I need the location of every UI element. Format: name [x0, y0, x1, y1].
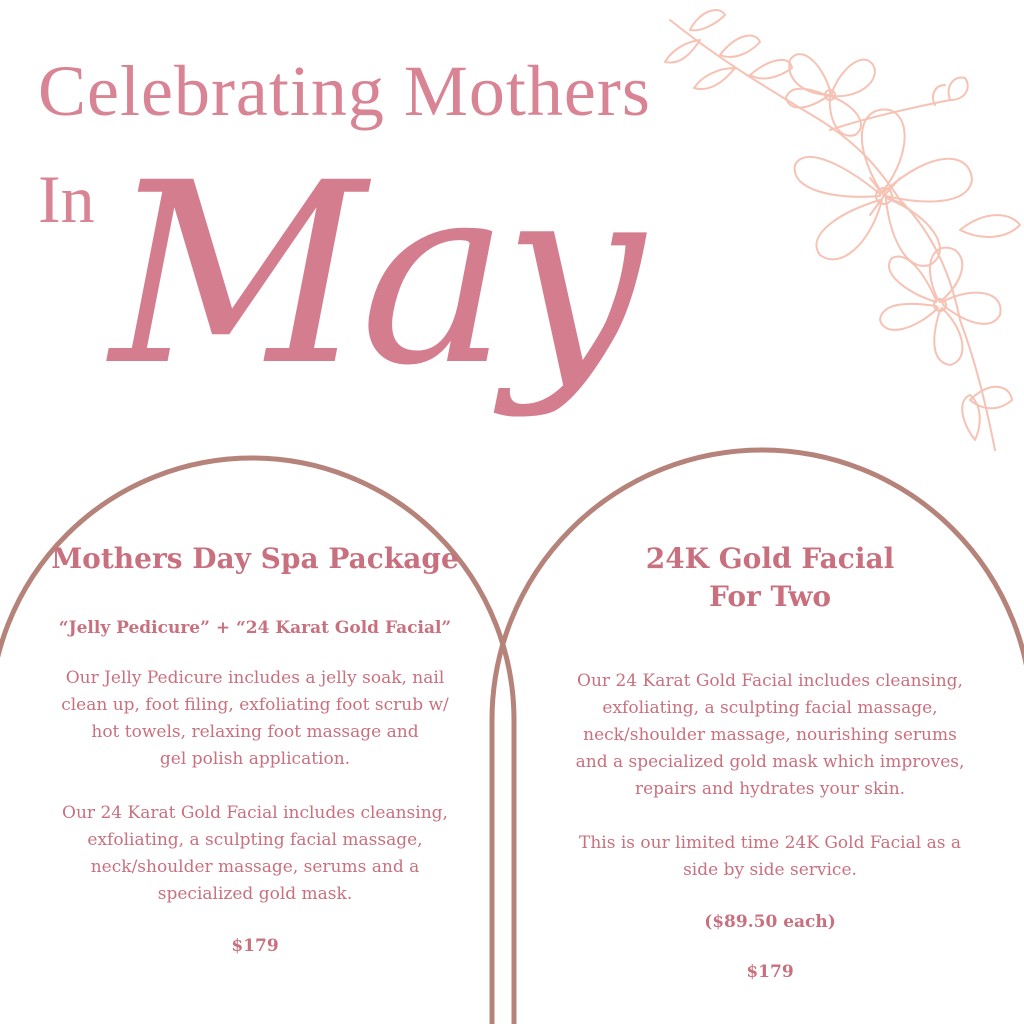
- title-line: 24K Gold Facial: [645, 542, 895, 575]
- title-line: For Two: [708, 579, 832, 613]
- right-card-each-price: ($89.50 each): [704, 911, 836, 932]
- desc-line: Our 24 Karat Gold Facial includes cleansing,: [62, 802, 448, 823]
- right-card-title: [520, 540, 1020, 616]
- desc-line: neck/shoulder massage, nourishing serums: [583, 724, 957, 745]
- desc-line: side by side service.: [683, 859, 857, 880]
- left-card-description: [10, 665, 500, 773]
- desc-line: and a specialized gold mask which improves,: [575, 751, 965, 772]
- desc-line: repairs and hydrates your skin.: [634, 778, 906, 799]
- left-card: [10, 540, 500, 956]
- desc-line: Our Jelly Pedicure includes a jelly soak, nail: [65, 667, 445, 688]
- desc-line: exfoliating, a sculpting facial massage,: [87, 829, 423, 850]
- left-card-title: Mothers Day Spa Package: [51, 542, 459, 575]
- desc-line: gel polish application.: [159, 748, 351, 769]
- left-card-facial-description: [10, 800, 500, 908]
- desc-line: specialized gold mask.: [157, 883, 353, 904]
- right-card-price: $179: [746, 961, 794, 982]
- desc-line: clean up, foot filing, exfoliating foot scrub w/: [61, 694, 449, 715]
- right-card-description: [520, 668, 1020, 803]
- desc-line: hot towels, relaxing foot massage and: [91, 721, 419, 742]
- desc-line: Our 24 Karat Gold Facial includes cleansing,: [577, 670, 963, 691]
- right-card-service-note: [520, 830, 1020, 884]
- left-card-price: $179: [231, 935, 279, 956]
- left-card-subtitle: “Jelly Pedicure” + “24 Karat Gold Facial”: [58, 617, 452, 638]
- headline-month-script: May: [110, 129, 639, 420]
- headline-in: In: [38, 161, 95, 237]
- desc-line: exfoliating, a sculpting facial massage,: [602, 697, 938, 718]
- desc-line: neck/shoulder massage, serums and a: [90, 856, 420, 877]
- headline-celebrating-mothers: Celebrating Mothers: [38, 51, 651, 131]
- desc-line: This is our limited time 24K Gold Facial as a: [579, 832, 961, 853]
- right-card: [520, 540, 1020, 982]
